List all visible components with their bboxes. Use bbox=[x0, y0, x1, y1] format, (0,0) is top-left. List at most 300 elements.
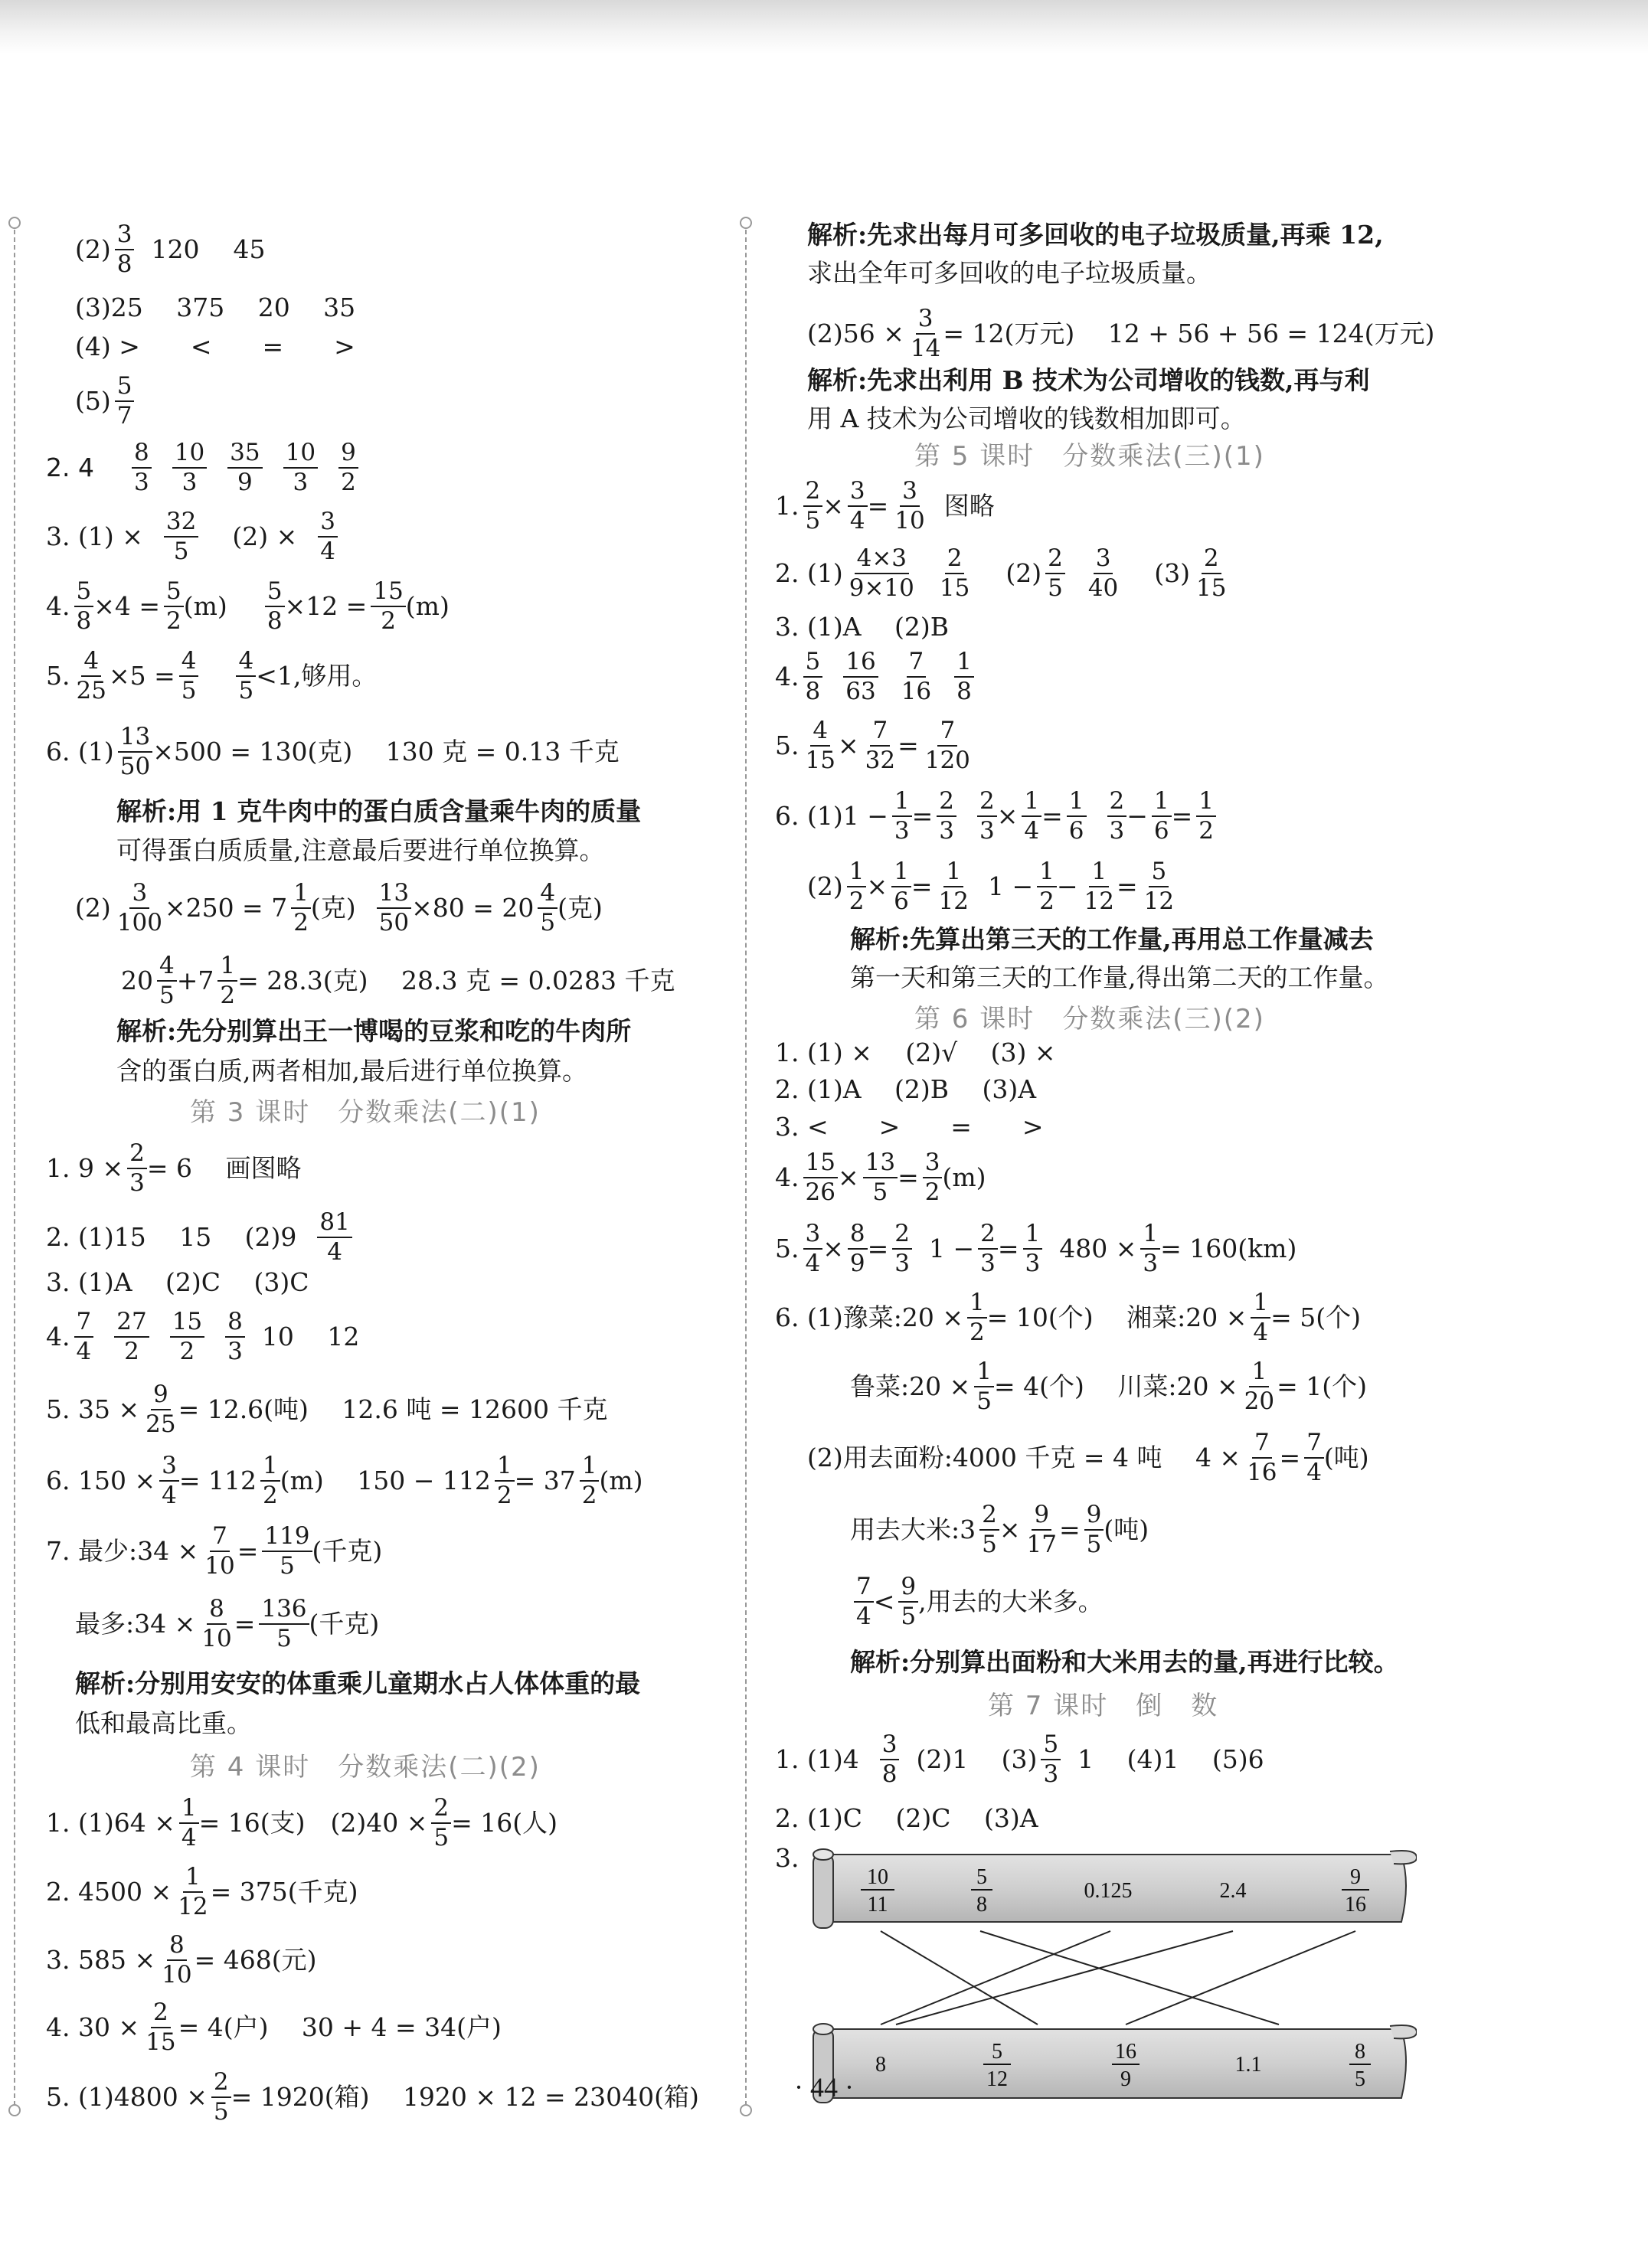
text-segment: 解析:先算出第三天的工作量,再用总工作量减去 bbox=[850, 924, 1374, 954]
fraction: $\frac{1}{8}$ bbox=[954, 649, 974, 704]
fraction: $\frac{13}{5}$ bbox=[863, 1150, 898, 1204]
fraction: $\frac{2}{3}$ bbox=[977, 789, 997, 843]
analysis-note bbox=[116, 1018, 631, 1044]
fraction: $\frac{5}{8}$ bbox=[803, 649, 823, 704]
analysis-note bbox=[116, 796, 642, 826]
text-segment: 45 bbox=[233, 234, 266, 265]
text-segment: 6. (1) bbox=[46, 737, 114, 767]
text-segment: = bbox=[234, 1609, 256, 1639]
lesson4-q3 bbox=[46, 1933, 316, 1987]
fraction: $\frac{1}{5}$ bbox=[974, 1359, 994, 1413]
fraction: $\frac{9}{25}$ bbox=[146, 1381, 176, 1438]
text-segment: = 4(个) 川菜:20 × bbox=[993, 1371, 1238, 1402]
lesson4-q1 bbox=[46, 1796, 558, 1850]
text-segment: ,用去的大米多。 bbox=[918, 1587, 1104, 1617]
text-segment: (2) bbox=[1005, 558, 1042, 589]
fraction: $\frac{32}{5}$ bbox=[164, 509, 198, 564]
fraction: $\frac{7}{4}$ bbox=[854, 1574, 874, 1629]
section-heading-lesson-6: 第 6 课时 分数乘法(三)(2) bbox=[914, 1004, 1265, 1034]
fraction: $\frac{5}{8}$ bbox=[265, 579, 285, 633]
section-heading-lesson-7: 第 7 课时 倒 数 bbox=[988, 1691, 1219, 1721]
fraction: $\frac{5}{3}$ bbox=[1041, 1732, 1061, 1786]
lesson6-q6-4 bbox=[850, 1502, 1149, 1557]
text-segment: 2. (1) bbox=[775, 558, 843, 589]
lesson4-q2 bbox=[46, 1864, 358, 1919]
fraction: $\frac{4}{5}$ bbox=[538, 881, 558, 935]
fraction: $\frac{7}{10}$ bbox=[204, 1522, 235, 1580]
fraction: $\frac{1}{4}$ bbox=[1251, 1290, 1270, 1345]
fraction: $\frac{7}{120}$ bbox=[924, 717, 970, 774]
text-segment: = 12(万元) 12 + 56 + 56 = 124(万元) bbox=[943, 319, 1435, 349]
answer-6-1 bbox=[46, 724, 620, 779]
text-segment: 1. (1)64 × bbox=[46, 1808, 175, 1838]
text-segment: (m) bbox=[942, 1162, 986, 1193]
fraction: $\frac{2}{3}$ bbox=[127, 1141, 147, 1195]
lesson6-q1 bbox=[775, 1040, 1056, 1065]
scroll-bottom-value: 5 bbox=[992, 2040, 1002, 2064]
scroll-top-value: 8 bbox=[976, 1893, 987, 1917]
lesson3-q7-max bbox=[75, 1596, 379, 1651]
fraction: $\frac{1}{2}$ bbox=[291, 881, 311, 935]
text-segment: 低和最高比重。 bbox=[75, 1708, 252, 1738]
lesson7-q1 bbox=[775, 1732, 1264, 1786]
fraction: $\frac{15}{2}$ bbox=[371, 579, 405, 633]
text-segment: ×5 = bbox=[108, 661, 175, 691]
text-segment: = 1(个) bbox=[1277, 1371, 1367, 1402]
fraction: $\frac{4}{25}$ bbox=[76, 647, 106, 704]
text-segment: (2) bbox=[75, 893, 111, 923]
lesson6-q6-3 bbox=[807, 1430, 1369, 1485]
fraction: $\frac{2}{15}$ bbox=[1196, 544, 1227, 602]
fraction: $\frac{3}{4}$ bbox=[848, 479, 868, 533]
lesson5-q4 bbox=[775, 649, 974, 704]
text-segment: 2. 4 bbox=[46, 453, 94, 483]
text-segment: = bbox=[898, 1162, 919, 1193]
text-segment: (2) bbox=[807, 871, 843, 902]
text-segment: 120 bbox=[151, 234, 200, 265]
text-segment: 5. bbox=[775, 730, 799, 761]
text-segment: 7. 最少:34 × bbox=[46, 1536, 199, 1567]
fraction: $\frac{1}{20}$ bbox=[1244, 1358, 1275, 1415]
text-segment: 6. 150 × bbox=[46, 1466, 156, 1496]
text-segment: 用 A 技术为公司增收的钱数相加即可。 bbox=[807, 404, 1246, 433]
text-segment: 3. (1) × bbox=[46, 521, 143, 552]
left-binding-dot-bottom bbox=[8, 2104, 21, 2116]
text-segment: = 375(千克) bbox=[210, 1877, 358, 1907]
text-segment: 5. bbox=[775, 1234, 799, 1264]
text-segment: 4. bbox=[46, 591, 70, 622]
text-segment: (m) bbox=[599, 1466, 643, 1496]
text-segment: = 468(元) bbox=[194, 1945, 317, 1976]
text-segment: = bbox=[1171, 801, 1193, 832]
text-segment: 2. (1)C (2)C (3)A bbox=[775, 1803, 1038, 1833]
left-binding-line bbox=[14, 222, 15, 2113]
fraction: $\frac{1}{6}$ bbox=[891, 859, 911, 913]
text-segment: 最多:34 × bbox=[75, 1609, 196, 1639]
text-segment: 2. 4500 × bbox=[46, 1877, 172, 1907]
text-segment: 5. bbox=[46, 661, 70, 691]
analysis-note bbox=[807, 406, 1246, 431]
left-binding-dot-top bbox=[8, 217, 21, 229]
fraction: $\frac{9}{17}$ bbox=[1026, 1501, 1057, 1558]
lesson3-q1 bbox=[46, 1141, 302, 1195]
fraction: $\frac{3}{4}$ bbox=[803, 1221, 823, 1276]
text-segment: 1. (1)4 bbox=[775, 1744, 859, 1775]
scroll-bottom-value: 1.1 bbox=[1234, 2053, 1262, 2077]
text-segment: <1,够用。 bbox=[256, 661, 378, 691]
text-segment: 1 (4)1 (5)6 bbox=[1077, 1744, 1264, 1775]
fraction: $\frac{1}{2}$ bbox=[580, 1453, 600, 1508]
text-segment: 2. (1)15 15 (2)9 bbox=[46, 1222, 297, 1253]
match-line bbox=[881, 1931, 1110, 2025]
fraction: $\frac{136}{5}$ bbox=[259, 1596, 309, 1651]
text-segment: × bbox=[866, 871, 888, 902]
text-segment: 解析:先求出利用 B 技术为公司增收的钱数,再与利 bbox=[807, 365, 1370, 395]
fraction: $\frac{4}{5}$ bbox=[179, 649, 199, 703]
text-segment: = bbox=[997, 1234, 1019, 1264]
text-segment: 1. 9 × bbox=[46, 1153, 124, 1184]
center-binding-dot-top bbox=[740, 217, 752, 229]
fraction: $\frac{9}{5}$ bbox=[898, 1574, 918, 1629]
text-segment: (2)1 (3) bbox=[916, 1744, 1038, 1775]
text-segment: = bbox=[898, 730, 919, 761]
text-segment: (克) bbox=[310, 893, 356, 923]
text-segment: (千克) bbox=[309, 1609, 380, 1639]
text-segment: (3)25 375 20 35 bbox=[75, 292, 356, 322]
text-segment: = 5(个) bbox=[1270, 1302, 1361, 1333]
text-segment: 1 − bbox=[987, 871, 1034, 902]
answer-line bbox=[75, 334, 355, 359]
answer-5 bbox=[46, 649, 377, 703]
text-segment: 第一天和第三天的工作量,得出第二天的工作量。 bbox=[850, 962, 1389, 992]
fraction: $\frac{9}{2}$ bbox=[338, 440, 358, 495]
text-segment: 480 × bbox=[1059, 1234, 1137, 1264]
lesson5-q3 bbox=[775, 612, 950, 642]
answer-4 bbox=[46, 579, 450, 633]
text-segment: 鲁菜:20 × bbox=[850, 1371, 971, 1402]
text-segment: 用去大米:3 bbox=[850, 1515, 976, 1545]
lesson3-q2 bbox=[46, 1210, 352, 1264]
scroll-top-value: 10 bbox=[867, 1865, 888, 1889]
text-segment: (2)56 × bbox=[807, 319, 904, 349]
analysis-note bbox=[807, 220, 1384, 250]
text-segment: − bbox=[1126, 801, 1148, 832]
text-segment: ×500 = 130(克) 130 克 = 0.13 千克 bbox=[152, 737, 620, 767]
fraction: $\frac{4}{5}$ bbox=[157, 953, 177, 1008]
lesson4-q4 bbox=[46, 2000, 502, 2054]
fraction: $\frac{2}{5}$ bbox=[431, 1796, 451, 1850]
scroll-bottom-value: 5 bbox=[1355, 2067, 1365, 2091]
answer-line bbox=[75, 374, 134, 428]
fraction: $\frac{3}{4}$ bbox=[318, 509, 338, 564]
lesson3-q7-min bbox=[46, 1524, 382, 1578]
text-segment: ×250 = 7 bbox=[164, 893, 288, 923]
text-segment: (2)用去面粉:4000 千克 = 4 吨 4 × bbox=[807, 1443, 1241, 1473]
text-segment: × bbox=[822, 491, 844, 521]
lesson6-q2 bbox=[775, 1074, 1037, 1104]
text-segment: = 10(个) 湘菜:20 × bbox=[986, 1302, 1247, 1333]
lesson7-q3 bbox=[775, 1845, 799, 1871]
answer-line bbox=[75, 222, 265, 276]
fraction: $\frac{1}{2}$ bbox=[495, 1453, 515, 1508]
fraction: $\frac{27}{2}$ bbox=[114, 1309, 149, 1364]
text-segment: × bbox=[822, 1234, 844, 1264]
section-heading-lesson-3: 第 3 课时 分数乘法(二)(1) bbox=[190, 1097, 541, 1128]
fraction: $\frac{5}{12}$ bbox=[1143, 858, 1175, 915]
text-segment: = bbox=[911, 871, 933, 902]
analysis-note bbox=[116, 835, 605, 865]
text-segment: 3. 585 × bbox=[46, 1945, 156, 1976]
fraction: $\frac{3}{4}$ bbox=[159, 1453, 179, 1508]
text-segment: ×80 = 20 bbox=[411, 893, 535, 923]
scroll-bottom-value: 12 bbox=[986, 2067, 1008, 2091]
text-segment: = bbox=[867, 1234, 889, 1264]
text-segment: (2) bbox=[75, 234, 111, 265]
fraction: $\frac{2}{5}$ bbox=[1045, 546, 1065, 600]
text-segment: = bbox=[237, 1536, 259, 1567]
fraction: $\frac{1}{12}$ bbox=[178, 1863, 208, 1920]
page-number: · 44 · bbox=[794, 2072, 854, 2103]
fraction: $\frac{2}{3}$ bbox=[978, 1221, 998, 1276]
fraction: $\frac{1}{3}$ bbox=[1023, 1221, 1043, 1276]
text-segment: 4. 30 × bbox=[46, 2012, 140, 2043]
fraction: $\frac{1}{2}$ bbox=[847, 859, 867, 913]
fraction: $\frac{8}{10}$ bbox=[201, 1595, 232, 1652]
text-segment: 解析:用 1 克牛肉中的蛋白质含量乘牛肉的质量 bbox=[116, 796, 642, 826]
fraction: $\frac{16}{63}$ bbox=[843, 649, 878, 704]
text-segment: 3. bbox=[775, 1843, 799, 1873]
text-segment: 6. (1)1 − bbox=[775, 801, 888, 832]
fraction: $\frac{2}{3}$ bbox=[937, 789, 956, 843]
fraction: $\frac{1}{2}$ bbox=[967, 1290, 987, 1345]
analysis-note bbox=[807, 365, 1370, 395]
fraction: $\frac{3}{8}$ bbox=[880, 1732, 900, 1786]
fraction: $\frac{3}{40}$ bbox=[1087, 544, 1119, 602]
fraction: $\frac{1}{2}$ bbox=[1196, 789, 1216, 843]
lesson3-q4 bbox=[46, 1309, 359, 1364]
text-segment: = 6 画图略 bbox=[146, 1153, 302, 1184]
fraction: $\frac{2}{5}$ bbox=[979, 1502, 999, 1557]
fraction: $\frac{2}{3}$ bbox=[1107, 789, 1127, 843]
answer-line bbox=[75, 292, 356, 322]
text-segment: = 37 bbox=[514, 1466, 576, 1496]
text-segment: 6. (1)豫菜:20 × bbox=[775, 1302, 963, 1333]
text-segment: × bbox=[837, 730, 859, 761]
text-segment: = 4(户) 30 + 4 = 34(户) bbox=[178, 2012, 502, 2043]
lesson5-q2 bbox=[775, 546, 1228, 600]
section-heading-lesson-5: 第 5 课时 分数乘法(三)(1) bbox=[914, 441, 1265, 472]
text-segment: × bbox=[996, 801, 1019, 832]
match-line bbox=[896, 1931, 1233, 2025]
text-segment: < bbox=[873, 1587, 895, 1617]
text-segment: 解析:分别算出面粉和大米用去的量,再进行比较。 bbox=[850, 1647, 1399, 1677]
text-segment: = 16(人) bbox=[451, 1808, 558, 1838]
text-segment: ×4 = bbox=[93, 591, 161, 622]
center-binding-line bbox=[745, 222, 747, 2113]
lesson3-q5 bbox=[46, 1382, 607, 1436]
text-segment: (2) × bbox=[232, 521, 298, 552]
scroll-top-value: 9 bbox=[1350, 1865, 1361, 1889]
scroll-bottom-value: 8 bbox=[1355, 2040, 1365, 2064]
lesson6-q6-1 bbox=[775, 1290, 1361, 1345]
text-segment: (m) bbox=[183, 591, 227, 622]
text-segment: = 28.3(克) 28.3 克 = 0.0283 千克 bbox=[237, 966, 675, 996]
fraction: $\frac{15}{26}$ bbox=[803, 1150, 838, 1204]
fraction: $\frac{7}{16}$ bbox=[1247, 1429, 1277, 1486]
answer-2 bbox=[46, 440, 358, 495]
text-segment: 3. < > = > bbox=[775, 1112, 1044, 1142]
match-line bbox=[881, 1931, 1038, 2025]
analysis-note bbox=[850, 1649, 1399, 1675]
scroll-top-value: 5 bbox=[976, 1865, 987, 1889]
center-binding-dot-bottom bbox=[740, 2104, 752, 2116]
fraction: $\frac{8}{3}$ bbox=[225, 1309, 245, 1364]
fraction: $\frac{2}{5}$ bbox=[211, 2070, 231, 2124]
fraction: $\frac{35}{9}$ bbox=[227, 440, 262, 495]
fraction: $\frac{1}{6}$ bbox=[1067, 789, 1087, 843]
text-segment: = bbox=[1041, 801, 1063, 832]
fraction: $\frac{13}{50}$ bbox=[118, 724, 152, 779]
text-segment: 解析:先分别算出王一博喝的豆浆和吃的牛肉所 bbox=[116, 1016, 632, 1046]
text-segment: × bbox=[999, 1515, 1021, 1545]
matching-lines bbox=[881, 1931, 1355, 2025]
text-segment: = bbox=[867, 491, 889, 521]
fraction: $\frac{7}{4}$ bbox=[1304, 1430, 1324, 1485]
fraction: $\frac{1}{4}$ bbox=[1022, 789, 1041, 843]
fraction: $\frac{13}{50}$ bbox=[377, 881, 411, 935]
fraction: $\frac{7}{16}$ bbox=[901, 648, 932, 705]
fraction: $\frac{15}{2}$ bbox=[170, 1309, 204, 1364]
lesson7-q2 bbox=[775, 1803, 1038, 1833]
lesson5-q6-1 bbox=[775, 789, 1216, 843]
analysis-note bbox=[850, 962, 1389, 992]
fraction: $\frac{1}{6}$ bbox=[1152, 789, 1172, 843]
fraction: $\frac{2}{5}$ bbox=[803, 479, 823, 533]
text-segment: × bbox=[837, 1162, 859, 1193]
fraction: $\frac{1}{2}$ bbox=[1037, 859, 1057, 913]
match-line bbox=[1126, 1931, 1355, 2025]
fraction: $\frac{1}{12}$ bbox=[938, 858, 969, 915]
text-segment: = 160(km) bbox=[1160, 1234, 1297, 1264]
fraction: $\frac{1}{2}$ bbox=[217, 953, 237, 1008]
text-segment: (m) bbox=[405, 591, 450, 622]
fraction: $\frac{8}{10}$ bbox=[162, 1931, 192, 1989]
fraction: $\frac{4}{15}$ bbox=[805, 717, 835, 774]
analysis-note bbox=[75, 1708, 252, 1738]
lesson6-q5 bbox=[775, 1221, 1296, 1276]
text-segment: 含的蛋白质,两者相加,最后进行单位换算。 bbox=[116, 1056, 587, 1086]
scroll-bottom-value: 9 bbox=[1120, 2067, 1131, 2091]
fraction: $\frac{2}{15}$ bbox=[939, 544, 970, 602]
fraction: $\frac{1}{4}$ bbox=[179, 1796, 199, 1850]
scroll-bottom-value: 8 bbox=[875, 2053, 886, 2077]
text-segment: = bbox=[911, 801, 934, 832]
fraction: $\frac{3}{2}$ bbox=[923, 1150, 943, 1204]
fraction: $\frac{8}{3}$ bbox=[132, 440, 152, 495]
fraction: $\frac{4}{5}$ bbox=[236, 649, 256, 703]
text-segment: = 12.6(吨) 12.6 吨 = 12600 千克 bbox=[178, 1394, 608, 1425]
text-segment: 1. (1) × (2)√ (3) × bbox=[775, 1038, 1056, 1067]
fraction: $\frac{7}{32}$ bbox=[865, 717, 896, 774]
text-segment: 5. (1)4800 × bbox=[46, 2082, 208, 2113]
analysis-note bbox=[850, 926, 1374, 952]
text-segment: (千克) bbox=[312, 1536, 383, 1567]
text-segment: 3. (1)A (2)C (3)C bbox=[46, 1267, 309, 1297]
lesson6-q6-2 bbox=[850, 1359, 1367, 1413]
text-segment: 4. bbox=[775, 1162, 799, 1193]
text-segment: 1. bbox=[775, 491, 799, 521]
fraction: $\frac{8}{9}$ bbox=[848, 1221, 868, 1276]
text-segment: 可得蛋白质质量,注意最后要进行单位换算。 bbox=[116, 835, 605, 865]
analysis-note bbox=[807, 260, 1211, 286]
scroll-bottom-value: 16 bbox=[1115, 2040, 1136, 2064]
text-segment: 4. bbox=[46, 1322, 70, 1352]
scroll-top-value: 2.4 bbox=[1219, 1879, 1247, 1903]
fraction: $\frac{5}{2}$ bbox=[164, 579, 184, 633]
text-segment: (克) bbox=[558, 893, 603, 923]
text-segment: − bbox=[1056, 871, 1078, 902]
fraction: $\frac{3}{100}$ bbox=[116, 879, 162, 936]
lesson3-q6 bbox=[46, 1453, 643, 1508]
lesson5-q1 bbox=[775, 479, 995, 533]
fraction: $\frac{2}{15}$ bbox=[146, 1998, 176, 2056]
text-segment: (4) > < = > bbox=[75, 332, 355, 361]
text-segment: 1 − bbox=[929, 1234, 975, 1264]
text-segment: 解析:先求出每月可多回收的电子垃圾质量,再乘 12, bbox=[807, 220, 1384, 250]
text-segment: 2. (1)A (2)B (3)A bbox=[775, 1074, 1037, 1104]
answer-6-2-cont bbox=[121, 953, 675, 1008]
fraction: $\frac{10}{3}$ bbox=[283, 440, 318, 495]
text-segment: = 16(支) (2)40 × bbox=[198, 1808, 428, 1838]
fraction: $\frac{7}{4}$ bbox=[74, 1309, 94, 1364]
lesson5-q6-2 bbox=[807, 859, 1176, 913]
lesson3-q3 bbox=[46, 1267, 309, 1297]
text-segment: +7 bbox=[176, 966, 214, 996]
text-segment: = 112 bbox=[178, 1466, 257, 1496]
answer-6-2 bbox=[75, 881, 603, 935]
fraction: $\frac{1}{3}$ bbox=[1140, 1221, 1160, 1276]
text-segment: = bbox=[1058, 1515, 1081, 1545]
lesson6-q6-5 bbox=[850, 1574, 1104, 1629]
fraction: $\frac{2}{3}$ bbox=[892, 1221, 912, 1276]
match-line bbox=[980, 1931, 1279, 2025]
scroll-top-value: 0.125 bbox=[1084, 1879, 1133, 1903]
text-segment: (5) bbox=[75, 386, 111, 417]
fraction: $\frac{5}{7}$ bbox=[115, 374, 135, 428]
fraction: $\frac{1}{3}$ bbox=[892, 789, 912, 843]
text-segment: (3) bbox=[1154, 558, 1191, 589]
fraction: $\frac{1}{12}$ bbox=[1084, 858, 1114, 915]
lesson6-q3 bbox=[775, 1112, 1044, 1142]
text-segment: 求出全年可多回收的电子垃圾质量。 bbox=[807, 258, 1211, 288]
text-segment: (吨) bbox=[1323, 1443, 1369, 1473]
text-segment: (吨) bbox=[1104, 1515, 1149, 1545]
fraction: $\frac{3}{14}$ bbox=[910, 305, 941, 362]
text-segment: 4. bbox=[775, 662, 799, 692]
section-heading-lesson-4: 第 4 课时 分数乘法(二)(2) bbox=[190, 1752, 541, 1783]
answer-3 bbox=[46, 509, 338, 564]
scroll-top-value: 16 bbox=[1345, 1893, 1366, 1917]
fraction: $\frac{9}{5}$ bbox=[1084, 1502, 1104, 1557]
text-segment: 10 12 bbox=[261, 1322, 360, 1352]
fraction: $\frac{3}{10}$ bbox=[894, 477, 925, 534]
text-segment: 3. (1)A (2)B bbox=[775, 612, 950, 642]
fraction: $\frac{4\times 3}{9\times 10}$ bbox=[849, 544, 914, 602]
fraction: $\frac{1}{2}$ bbox=[260, 1453, 280, 1508]
analysis-note bbox=[116, 1056, 587, 1086]
scroll-top-value: 11 bbox=[867, 1893, 888, 1917]
text-segment: 5. 35 × bbox=[46, 1394, 140, 1425]
